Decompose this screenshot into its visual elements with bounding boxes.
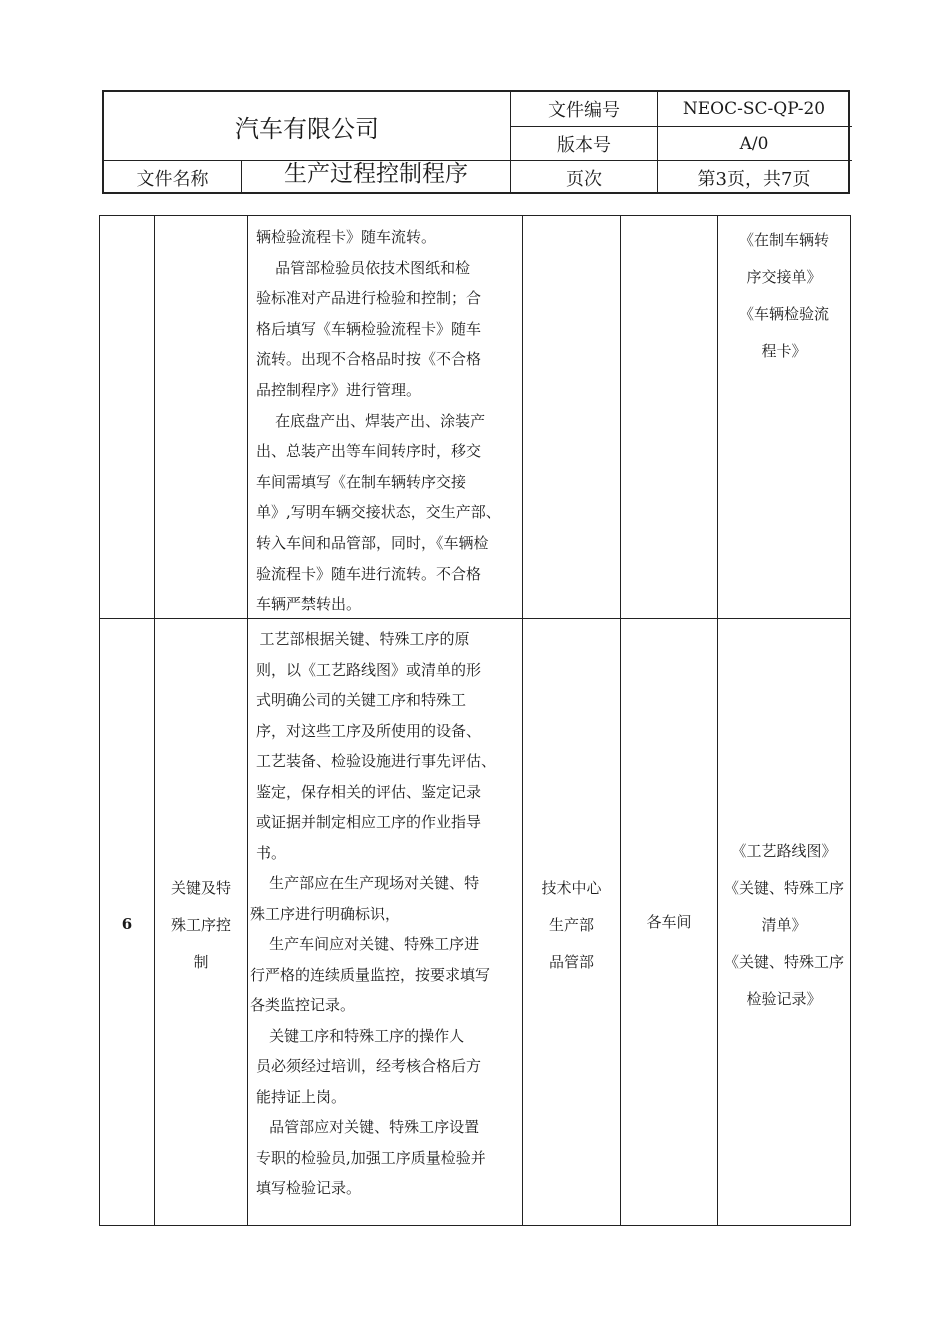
text-line: 在底盘产出、焊装产出、涂装产: [256, 411, 486, 430]
record-line: 《在制车辆转: [738, 231, 829, 249]
text-line: 转入车间和品管部，同时，《车辆检: [256, 533, 489, 552]
record-line: 清单》: [761, 916, 807, 934]
row2-number: 6: [121, 915, 133, 933]
text-line: 能持证上岗。: [256, 1087, 347, 1106]
text-line: 辆检验流程卡》随车流转。: [256, 228, 437, 246]
row2-item: [155, 870, 247, 981]
text-line: 殊工序进行明确标识，: [250, 904, 401, 923]
record-line: 程卡》: [761, 342, 807, 360]
text-line: 验标准对产品进行检验和控制；合: [256, 289, 482, 308]
record-line: 序交接单》: [746, 268, 822, 286]
dept-line: 生产部: [548, 916, 594, 934]
text-line: 品控制程序》进行管理。: [256, 380, 422, 399]
text-line: 各类监控记录。: [250, 996, 356, 1014]
page-label: 页次: [566, 168, 602, 190]
text-line: 单》,写明车辆交接状态，交生产部、: [256, 503, 501, 522]
text-line: 品管部检验员依技术图纸和检: [256, 258, 471, 277]
text-line: 车间需填写《在制车辆转序交接: [256, 472, 467, 491]
record-line: 《关键、特殊工序: [723, 879, 844, 897]
text-line: 填写检验记录。: [256, 1179, 362, 1197]
record-line: 检验记录》: [746, 990, 822, 1008]
text-line: 员必须经过培训，经考核合格后方: [256, 1057, 482, 1075]
text-line: 流转。出现不合格品时按《不合格: [256, 350, 482, 369]
text-line: 车辆严禁转出。: [256, 595, 362, 614]
text-line: 或证据并制定相应工序的作业指导: [256, 813, 482, 831]
text-line: 工艺装备、检验设施进行事先评估、: [256, 752, 497, 770]
text-line: 式明确公司的关键工序和特殊工: [256, 691, 467, 709]
version-value: A/0: [739, 133, 769, 154]
item-line: 关键及特: [170, 879, 231, 897]
row1-content: [256, 222, 518, 620]
text-line: 验流程卡》随车进行流转。不合格: [256, 564, 482, 583]
doc-name-label: 文件名称: [136, 168, 209, 190]
text-line: 工艺部根据关键、特殊工序的原: [250, 630, 470, 648]
row1-records: [718, 222, 850, 370]
dept-line: 技术中心: [541, 879, 602, 897]
text-line: 鉴定，保存相关的评估、鉴定记录: [256, 782, 482, 801]
text-line: 则，以《工艺路线图》或清单的形: [256, 660, 482, 679]
record-line: 《工艺路线图》: [731, 842, 837, 860]
doc-no-label: 文件编号: [548, 100, 620, 121]
row2-related: 各车间: [646, 913, 692, 931]
text-line: 书。: [256, 843, 287, 862]
text-line: 生产车间应对关键、特殊工序进: [250, 935, 480, 953]
item-line: 殊工序控: [170, 916, 231, 934]
procedure-table: [99, 215, 851, 1226]
item-line: 制: [193, 953, 209, 971]
dept-line: 品管部: [548, 953, 594, 971]
record-line: 《车辆检验流: [738, 305, 829, 323]
version-label: 版本号: [557, 134, 611, 156]
text-line: 品管部应对关键、特殊工序设置: [250, 1118, 480, 1136]
text-line: 生产部应在生产现场对关键、特: [250, 874, 480, 892]
doc-no-value: NEOC-SC-QP-20: [682, 99, 826, 119]
record-line: 《关键、特殊工序: [723, 953, 844, 971]
text-line: 出、总装产出等车间转序时，移交: [256, 442, 482, 461]
document-header: [102, 90, 850, 194]
text-line: 序，对这些工序及所使用的设备、: [256, 721, 482, 740]
text-line: 行严格的连续质量监控，按要求填写: [250, 965, 491, 984]
text-line: 关键工序和特殊工序的操作人: [250, 1026, 465, 1045]
page-value: 第3页，共7页: [697, 168, 811, 190]
row2-records: [718, 833, 850, 1018]
company-name: 汽车有限公司: [235, 114, 379, 143]
row2-responsible: [523, 870, 620, 981]
text-line: 专职的检验员,加强工序质量检验并: [256, 1148, 486, 1167]
doc-name-value: 生产过程控制程序: [284, 161, 468, 187]
text-line: 格后填写《车辆检验流程卡》随车: [256, 319, 482, 338]
row2-content: [250, 624, 520, 1204]
